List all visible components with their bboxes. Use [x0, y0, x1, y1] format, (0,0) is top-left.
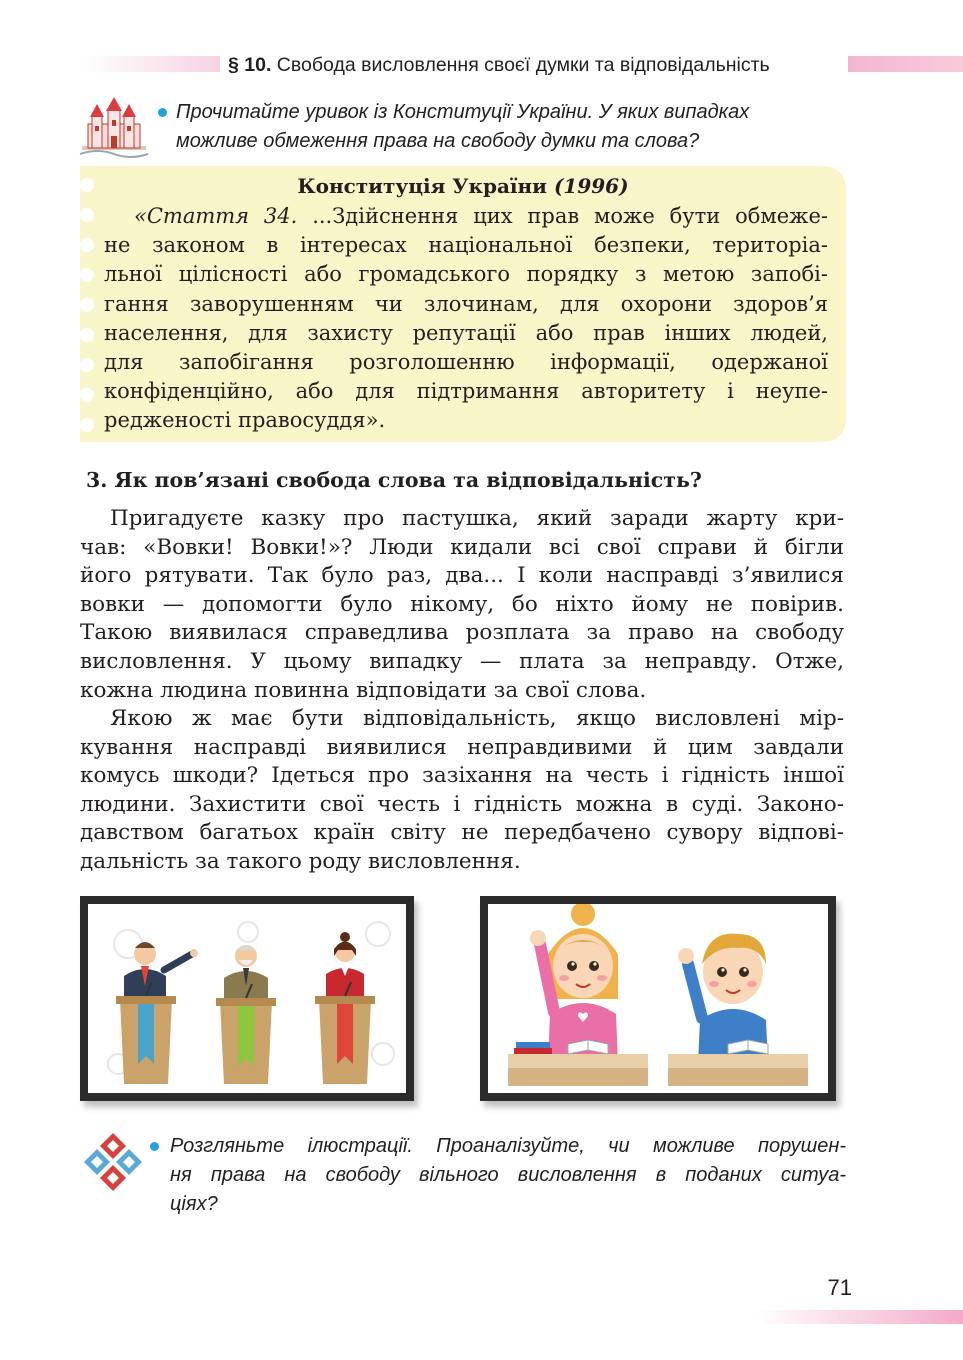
final-question — [170, 1134, 846, 1222]
constitution-line: редженості правосуддя». — [104, 408, 386, 433]
paragraph-line: людини. Захистити свої честь і гідність можна в суді. Законо- — [80, 791, 844, 817]
constitution-line-text: ...Здійснення цих прав може бути обмеже- — [312, 204, 828, 228]
debate-podiums-illustration-icon — [88, 904, 406, 1093]
header-decor-right — [848, 56, 963, 72]
paragraph-2 — [80, 705, 844, 877]
footer-decor — [756, 1310, 963, 1324]
constitution-line: населення, для захисту репутації або прав інших людей, — [104, 320, 828, 345]
header-decor-left — [80, 56, 220, 72]
box-edge-dots — [80, 178, 94, 448]
children-raising-hands-illustration-icon — [488, 904, 828, 1093]
debate-illustration — [80, 896, 414, 1101]
section-number: § 10. — [228, 54, 272, 76]
section-heading: 3. Як пов’язані свобода слова та відповідальність? — [86, 468, 702, 492]
final-question-line: ня права на свободу вільного висловлення в поданих ситуа- — [170, 1164, 846, 1187]
paragraph-line: висловлення. У цьому випадку — плата за неправду. Отже, — [80, 648, 844, 674]
section-title: Свобода висловлення своєї думки та відповідальність — [271, 54, 770, 76]
paragraph-line: Якою ж має бути відповідальність, якщо висловлені мір- — [110, 706, 844, 731]
running-header — [228, 53, 848, 77]
bullet-final — [150, 1142, 159, 1151]
intro-question — [176, 100, 846, 158]
paragraph-line: Пригадуєте казку про пастушка, який заради жарту кри- — [110, 506, 844, 531]
constitution-line: гання заворушенням чи злочинам, для охорони здоров’я — [104, 291, 828, 316]
ornament-diamond-icon — [80, 1131, 146, 1193]
paragraph-line: дальність за такого роду висловлення. — [80, 848, 521, 874]
intro-question-line: можливе обмеження права на свободу думки та слова? — [176, 130, 700, 153]
classroom-illustration — [480, 896, 836, 1101]
bullet-intro — [158, 108, 167, 117]
constitution-year: (1996) — [553, 174, 629, 198]
constitution-line: не законом в інтересах національної безпеки, територіа- — [104, 233, 828, 258]
paragraph-line: його рятувати. Так було раз, два... І коли насправді з’явилися — [80, 563, 844, 589]
paragraph-1 — [80, 505, 844, 705]
final-question-line: ціях? — [170, 1193, 218, 1216]
constitution-line — [104, 202, 828, 231]
paragraph-line: Такою виявилася справедлива розплата за право на свободу — [80, 620, 844, 646]
constitution-title-text: Конституція України — [297, 174, 554, 198]
article-label: «Стаття 34. — [134, 204, 313, 228]
paragraph-line: чав: «Вовки! Вовки!»? Люди кидали всі свої справи й бігли — [80, 534, 844, 560]
paragraph-line: вовки — допомогти було нікому, бо ніхто йому не повірив. — [80, 591, 844, 617]
constitution-line: для запобігання розголошенню інформації, одержаної — [104, 349, 828, 374]
final-question-line: Розгляньте ілюстрації. Проаналізуйте, чи можливе порушен- — [170, 1135, 846, 1157]
constitution-line: льної цілісності або громадського порядку з метою запобі- — [104, 262, 828, 287]
constitution-text — [104, 202, 828, 436]
constitution-line: конфіденційно, або для підтримання авторитету і неупе- — [104, 379, 828, 404]
paragraph-line: комусь шкоди? Ідеться про зазіхання на честь і гідність іншої — [80, 763, 844, 789]
paragraph-line: кування насправді виявилися неправдивими й цим завдали — [80, 734, 844, 760]
constitution-title — [80, 172, 846, 200]
paragraph-line: давством багатьох країн світу не передбачено сувору відпові- — [80, 820, 844, 846]
paragraph-line: кожна людина повинна відповідати за свої слова. — [80, 677, 647, 703]
page-number: 71 — [827, 1275, 852, 1300]
castle-icon — [78, 96, 150, 158]
intro-question-line: Прочитайте уривок із Конституції України. У яких випадках — [176, 101, 750, 123]
